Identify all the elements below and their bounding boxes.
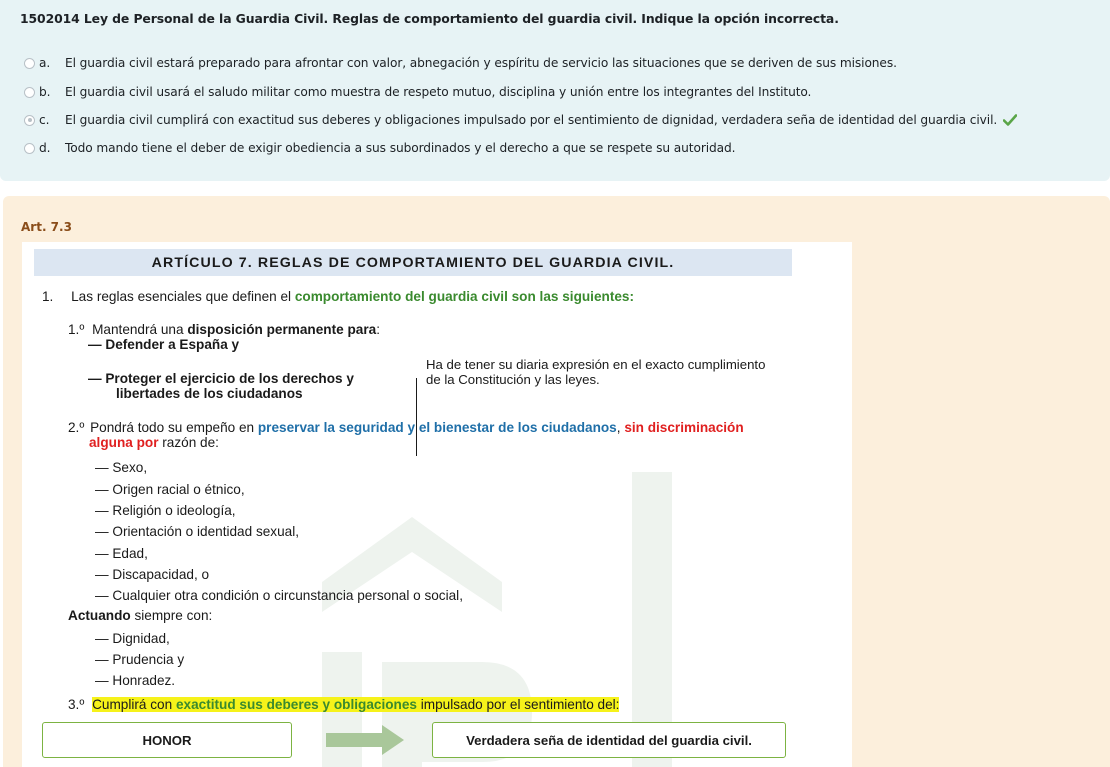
rule-1-bold: disposición permanente para: [187, 322, 377, 337]
rule-2-item: — Origen racial o étnico,: [95, 482, 245, 497]
question-text: 1502014 Ley de Personal de la Guardia Civil. Reglas de comportamiento del guardia civil. Indique la opción incorrecta.: [20, 11, 839, 26]
rule-1-item-2b: libertades de los ciudadanos: [116, 386, 303, 401]
rule-2-item: — Orientación o identidad sexual,: [95, 524, 300, 539]
answer-letter: a.: [39, 56, 51, 70]
rule-1-colon: :: [376, 322, 380, 337]
rule-3-line: [68, 697, 619, 712]
radio-b[interactable]: [24, 87, 35, 98]
rule-2-blue: preservar la seguridad y el bienestar de los ciudadanos: [257, 420, 617, 435]
rule-1-text: Mantendrá una: [92, 322, 188, 337]
answer-text: El guardia civil cumplirá con exactitud sus deberes y obligaciones impulsado por el sentimiento de dignidad, verdadera seña de identidad del guardia civil.: [65, 113, 998, 127]
divider-line: [416, 378, 417, 456]
identity-box: Verdadera seña de identidad del guardia civil.: [432, 722, 786, 758]
rule-2-comma: ,: [616, 420, 625, 435]
rule-3-text-b: exactitud sus deberes y obligaciones: [175, 697, 417, 712]
answer-option-d[interactable]: [24, 139, 735, 157]
radio-a[interactable]: [24, 58, 35, 69]
rule-2-text: Pondrá todo su empeño en: [90, 420, 258, 435]
p1-highlight: comportamiento del guardia civil son las siguientes:: [294, 289, 634, 304]
feedback-panel: [3, 196, 1110, 767]
rule-2-item: — Cualquier otra condición o circunstancia personal o social,: [95, 588, 463, 603]
answer-text: Todo mando tiene el deber de exigir obediencia a sus subordinados y el derecho a que se respete su autoridad.: [65, 141, 736, 155]
acting-line: [68, 608, 212, 623]
article-heading: ARTÍCULO 7. REGLAS DE COMPORTAMIENTO DEL GUARDIA CIVIL.: [34, 249, 792, 276]
rule-1-number: 1.º: [68, 322, 85, 337]
rule-3-text-c: impulsado por el sentimiento: [416, 697, 594, 712]
answer-option-b[interactable]: [24, 83, 811, 101]
arrow-right-icon: [326, 725, 406, 755]
paragraph-1: [42, 289, 634, 304]
article-reference: Art. 7.3: [21, 220, 72, 234]
answer-text: El guardia civil estará preparado para afrontar con valor, abnegación y espíritu de servicio las situaciones que se deriven de sus misiones.: [65, 56, 897, 70]
rule-1-intro: [68, 322, 380, 337]
answer-option-a[interactable]: [24, 54, 897, 72]
rule-2-number: 2.º: [68, 420, 85, 435]
p1-number: 1.: [42, 289, 54, 304]
answer-letter: d.: [39, 141, 51, 155]
rule-1-item-1: — Defender a España y: [88, 337, 240, 352]
rule-2-red: sin discriminación: [624, 420, 744, 435]
check-icon: [1003, 114, 1017, 126]
acting-item: — Dignidad,: [95, 631, 170, 646]
rule-3-number: 3.º: [68, 697, 85, 712]
rule-2-item: — Sexo,: [95, 460, 148, 475]
rule-1-item-2: — Proteger el ejercicio de los derechos y: [88, 371, 354, 386]
rule-2-item: — Edad,: [95, 546, 148, 561]
rule-1-side-2: de la Constitución y las leyes.: [426, 372, 600, 387]
acting-item: — Honradez.: [95, 673, 176, 688]
rule-2-tail: razón de:: [158, 435, 219, 450]
rule-2-item: — Discapacidad, o: [95, 567, 210, 582]
rule-2-item: — Religión o ideología,: [95, 503, 236, 518]
acting-item: — Prudencia y: [95, 652, 185, 667]
question-panel: [0, 0, 1110, 181]
answer-letter: c.: [39, 113, 50, 127]
rule-3-text-a: Cumplirá con: [92, 697, 176, 712]
rule-2-line-2: [89, 435, 219, 450]
acting-bold: Actuando: [68, 608, 131, 623]
radio-c[interactable]: [24, 115, 35, 126]
p1-text: Las reglas esenciales que definen el: [71, 289, 295, 304]
answer-option-c[interactable]: [24, 111, 1017, 129]
rule-2-line-1: [68, 420, 744, 435]
acting-text: siempre con:: [130, 608, 213, 623]
answer-letter: b.: [39, 85, 51, 99]
answer-text: El guardia civil usará el saludo militar como muestra de respeto mutuo, disciplina y unión entre los integrantes del Instituto.: [65, 85, 812, 99]
rule-2-red-2: alguna por: [89, 435, 159, 450]
rule-1-side-1: Ha de tener su diaria expresión en el exacto cumplimiento: [426, 357, 766, 372]
honor-box: HONOR: [42, 722, 292, 758]
rule-3-text-d: del:: [593, 697, 620, 712]
article-image: [22, 242, 852, 767]
radio-d[interactable]: [24, 143, 35, 154]
